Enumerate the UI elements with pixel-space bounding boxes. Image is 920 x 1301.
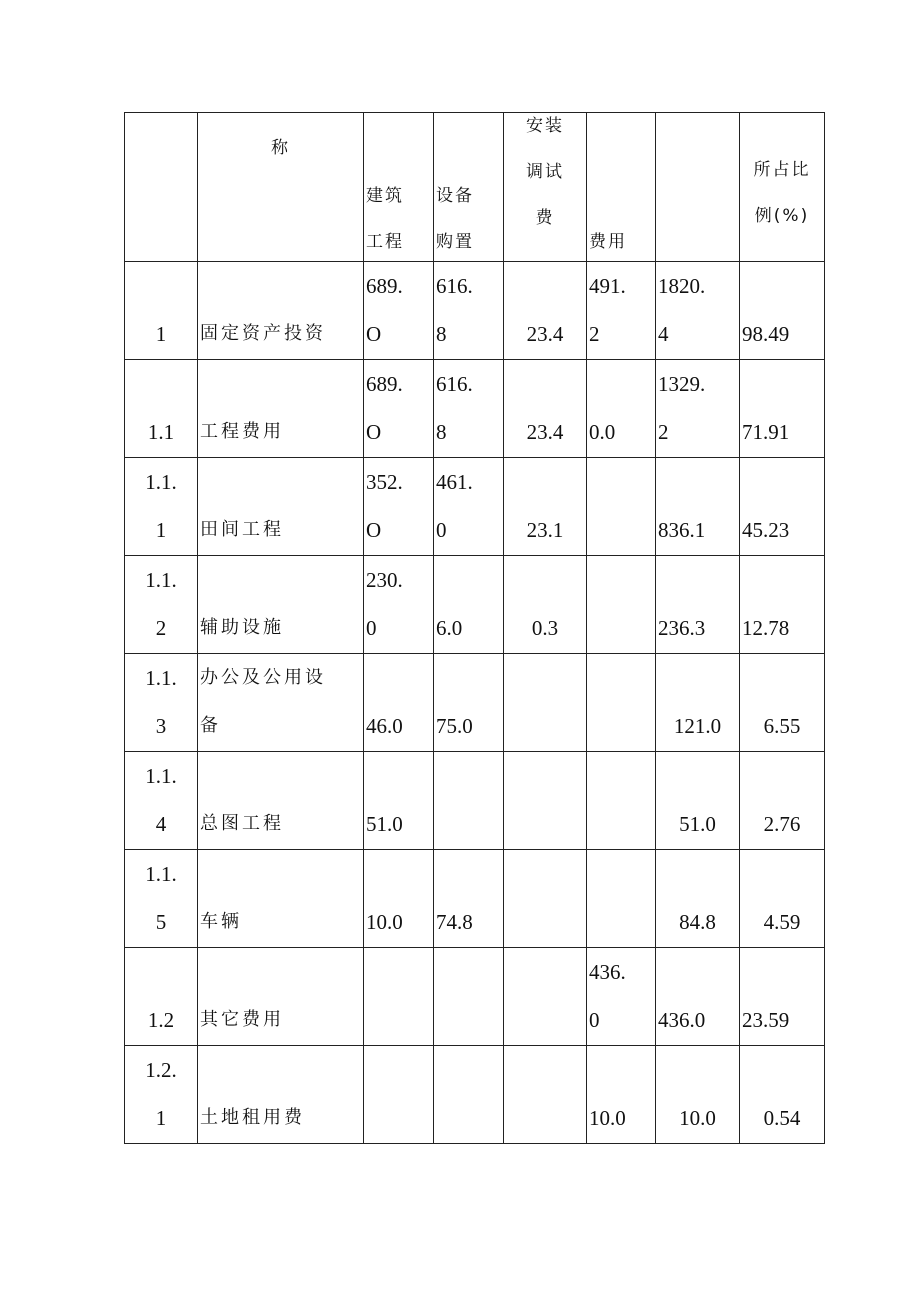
row-number: 1.1. 5 bbox=[145, 862, 177, 934]
row-ratio: 23.59 bbox=[742, 1008, 790, 1032]
row-equipment-cell bbox=[434, 360, 504, 458]
investment-table bbox=[124, 112, 825, 1144]
row-install: 23.4 bbox=[526, 420, 564, 444]
row-construction-cell bbox=[364, 948, 434, 1046]
row-total: 84.8 bbox=[679, 910, 716, 934]
row-name-cell bbox=[198, 1046, 364, 1144]
row-install-cell bbox=[504, 262, 587, 360]
row-total: 121.0 bbox=[673, 714, 722, 738]
row-equipment: 461. 0 bbox=[436, 470, 473, 542]
table-row bbox=[125, 752, 825, 850]
row-name: 固定资产投资 bbox=[200, 323, 326, 344]
row-install-cell bbox=[504, 850, 587, 948]
row-number-cell bbox=[125, 262, 198, 360]
row-ratio-cell bbox=[740, 850, 825, 948]
row-total: 236.3 bbox=[658, 616, 706, 640]
row-other-cell bbox=[587, 458, 656, 556]
row-total: 10.0 bbox=[679, 1106, 716, 1130]
row-construction: 352. O bbox=[366, 470, 403, 542]
row-total-cell bbox=[656, 556, 740, 654]
row-total-cell bbox=[656, 360, 740, 458]
row-total-cell bbox=[656, 458, 740, 556]
row-number: 1 bbox=[155, 322, 167, 346]
table-row bbox=[125, 556, 825, 654]
row-other: 10.0 bbox=[589, 1106, 626, 1130]
row-name-cell bbox=[198, 752, 364, 850]
row-number: 1.1. 4 bbox=[145, 764, 177, 836]
row-number: 1.1. 2 bbox=[145, 568, 177, 640]
row-install: 23.1 bbox=[526, 518, 564, 542]
row-name: 总图工程 bbox=[200, 813, 284, 834]
table-row bbox=[125, 654, 825, 752]
row-name-cell bbox=[198, 654, 364, 752]
row-number-cell bbox=[125, 948, 198, 1046]
row-total: 436.0 bbox=[658, 1008, 706, 1032]
row-name-cell bbox=[198, 360, 364, 458]
row-construction-cell bbox=[364, 654, 434, 752]
row-equipment-cell bbox=[434, 948, 504, 1046]
row-number-cell bbox=[125, 458, 198, 556]
row-construction: 230. 0 bbox=[366, 568, 403, 640]
row-ratio: 98.49 bbox=[742, 322, 790, 346]
row-name-cell bbox=[198, 458, 364, 556]
row-total-cell bbox=[656, 262, 740, 360]
row-name: 田间工程 bbox=[200, 519, 284, 540]
row-construction-cell bbox=[364, 752, 434, 850]
row-number: 1.2 bbox=[147, 1008, 175, 1032]
row-install-cell bbox=[504, 556, 587, 654]
row-other: 491. 2 bbox=[589, 274, 626, 346]
row-total-cell bbox=[656, 1046, 740, 1144]
table-header-row bbox=[125, 113, 825, 262]
row-equipment: 616. 8 bbox=[436, 274, 473, 346]
row-equipment-cell bbox=[434, 1046, 504, 1144]
row-ratio-cell bbox=[740, 458, 825, 556]
row-ratio-cell bbox=[740, 556, 825, 654]
header-other-fee: 费用 bbox=[587, 113, 656, 262]
row-install-cell bbox=[504, 458, 587, 556]
row-name: 土地租用费 bbox=[200, 1107, 305, 1128]
row-ratio-cell bbox=[740, 752, 825, 850]
row-name: 车辆 bbox=[200, 911, 242, 932]
table-row bbox=[125, 458, 825, 556]
row-construction: 689. O bbox=[366, 274, 403, 346]
row-name-cell bbox=[198, 556, 364, 654]
row-other-cell bbox=[587, 850, 656, 948]
row-ratio: 4.59 bbox=[763, 910, 801, 934]
row-construction-cell bbox=[364, 850, 434, 948]
header-no bbox=[125, 113, 198, 262]
row-construction-cell bbox=[364, 1046, 434, 1144]
row-ratio: 2.76 bbox=[763, 812, 801, 836]
row-number-cell bbox=[125, 556, 198, 654]
row-install-cell bbox=[504, 360, 587, 458]
row-other-cell bbox=[587, 360, 656, 458]
row-total: 836.1 bbox=[658, 518, 706, 542]
row-other-cell bbox=[587, 262, 656, 360]
row-total: 1329. 2 bbox=[658, 372, 706, 444]
row-number: 1.2. 1 bbox=[145, 1058, 177, 1130]
row-name: 工程费用 bbox=[200, 421, 284, 442]
row-equipment: 616. 8 bbox=[436, 372, 473, 444]
row-total-cell bbox=[656, 654, 740, 752]
row-name-cell bbox=[198, 948, 364, 1046]
row-construction: 46.0 bbox=[366, 714, 403, 738]
row-equipment-cell bbox=[434, 458, 504, 556]
header-ratio: 所占比 例(%) bbox=[740, 113, 825, 262]
row-other-cell bbox=[587, 556, 656, 654]
row-other: 436. 0 bbox=[589, 960, 626, 1032]
row-ratio-cell bbox=[740, 948, 825, 1046]
row-number: 1.1. 1 bbox=[145, 470, 177, 542]
row-install: 23.4 bbox=[526, 322, 564, 346]
table-row bbox=[125, 948, 825, 1046]
header-install: 安装 调试 费 bbox=[504, 113, 587, 262]
row-ratio: 71.91 bbox=[742, 420, 790, 444]
row-name: 其它费用 bbox=[200, 1009, 284, 1030]
table-row bbox=[125, 850, 825, 948]
row-name-cell bbox=[198, 850, 364, 948]
row-number-cell bbox=[125, 850, 198, 948]
header-equipment: 设备 购置 bbox=[434, 113, 504, 262]
header-total bbox=[656, 113, 740, 262]
table-row bbox=[125, 262, 825, 360]
row-install-cell bbox=[504, 1046, 587, 1144]
row-number: 1.1 bbox=[147, 420, 175, 444]
row-other-cell bbox=[587, 654, 656, 752]
table-row bbox=[125, 360, 825, 458]
row-equipment: 75.0 bbox=[436, 714, 473, 738]
row-ratio: 0.54 bbox=[763, 1106, 801, 1130]
row-other: 0.0 bbox=[589, 420, 616, 444]
row-ratio: 12.78 bbox=[742, 616, 790, 640]
row-equipment-cell bbox=[434, 850, 504, 948]
row-total-cell bbox=[656, 948, 740, 1046]
row-construction: 10.0 bbox=[366, 910, 403, 934]
row-other-cell bbox=[587, 1046, 656, 1144]
row-number: 1.1. 3 bbox=[145, 666, 177, 738]
row-number-cell bbox=[125, 360, 198, 458]
row-construction-cell bbox=[364, 360, 434, 458]
row-total: 51.0 bbox=[679, 812, 716, 836]
row-name: 办公及公用设 备 bbox=[200, 667, 326, 736]
row-other-cell bbox=[587, 752, 656, 850]
row-total: 1820. 4 bbox=[658, 274, 706, 346]
row-number-cell bbox=[125, 1046, 198, 1144]
row-construction-cell bbox=[364, 458, 434, 556]
row-number-cell bbox=[125, 752, 198, 850]
row-total-cell bbox=[656, 752, 740, 850]
row-equipment-cell bbox=[434, 556, 504, 654]
header-name: 称 bbox=[198, 113, 364, 262]
row-equipment-cell bbox=[434, 752, 504, 850]
row-equipment-cell bbox=[434, 654, 504, 752]
row-ratio: 6.55 bbox=[763, 714, 801, 738]
row-total-cell bbox=[656, 850, 740, 948]
header-construction: 建筑 工程 bbox=[364, 113, 434, 262]
row-equipment-cell bbox=[434, 262, 504, 360]
row-install: 0.3 bbox=[531, 616, 559, 640]
row-ratio: 45.23 bbox=[742, 518, 790, 542]
row-ratio-cell bbox=[740, 262, 825, 360]
row-other-cell bbox=[587, 948, 656, 1046]
row-equipment: 6.0 bbox=[436, 616, 463, 640]
row-number-cell bbox=[125, 654, 198, 752]
table-row bbox=[125, 1046, 825, 1144]
row-construction-cell bbox=[364, 262, 434, 360]
row-name: 辅助设施 bbox=[200, 617, 284, 638]
row-construction: 689. O bbox=[366, 372, 403, 444]
row-ratio-cell bbox=[740, 1046, 825, 1144]
row-equipment: 74.8 bbox=[436, 910, 473, 934]
row-install-cell bbox=[504, 752, 587, 850]
row-install-cell bbox=[504, 654, 587, 752]
row-ratio-cell bbox=[740, 654, 825, 752]
row-install-cell bbox=[504, 948, 587, 1046]
row-name-cell bbox=[198, 262, 364, 360]
row-construction-cell bbox=[364, 556, 434, 654]
row-ratio-cell bbox=[740, 360, 825, 458]
row-construction: 51.0 bbox=[366, 812, 403, 836]
